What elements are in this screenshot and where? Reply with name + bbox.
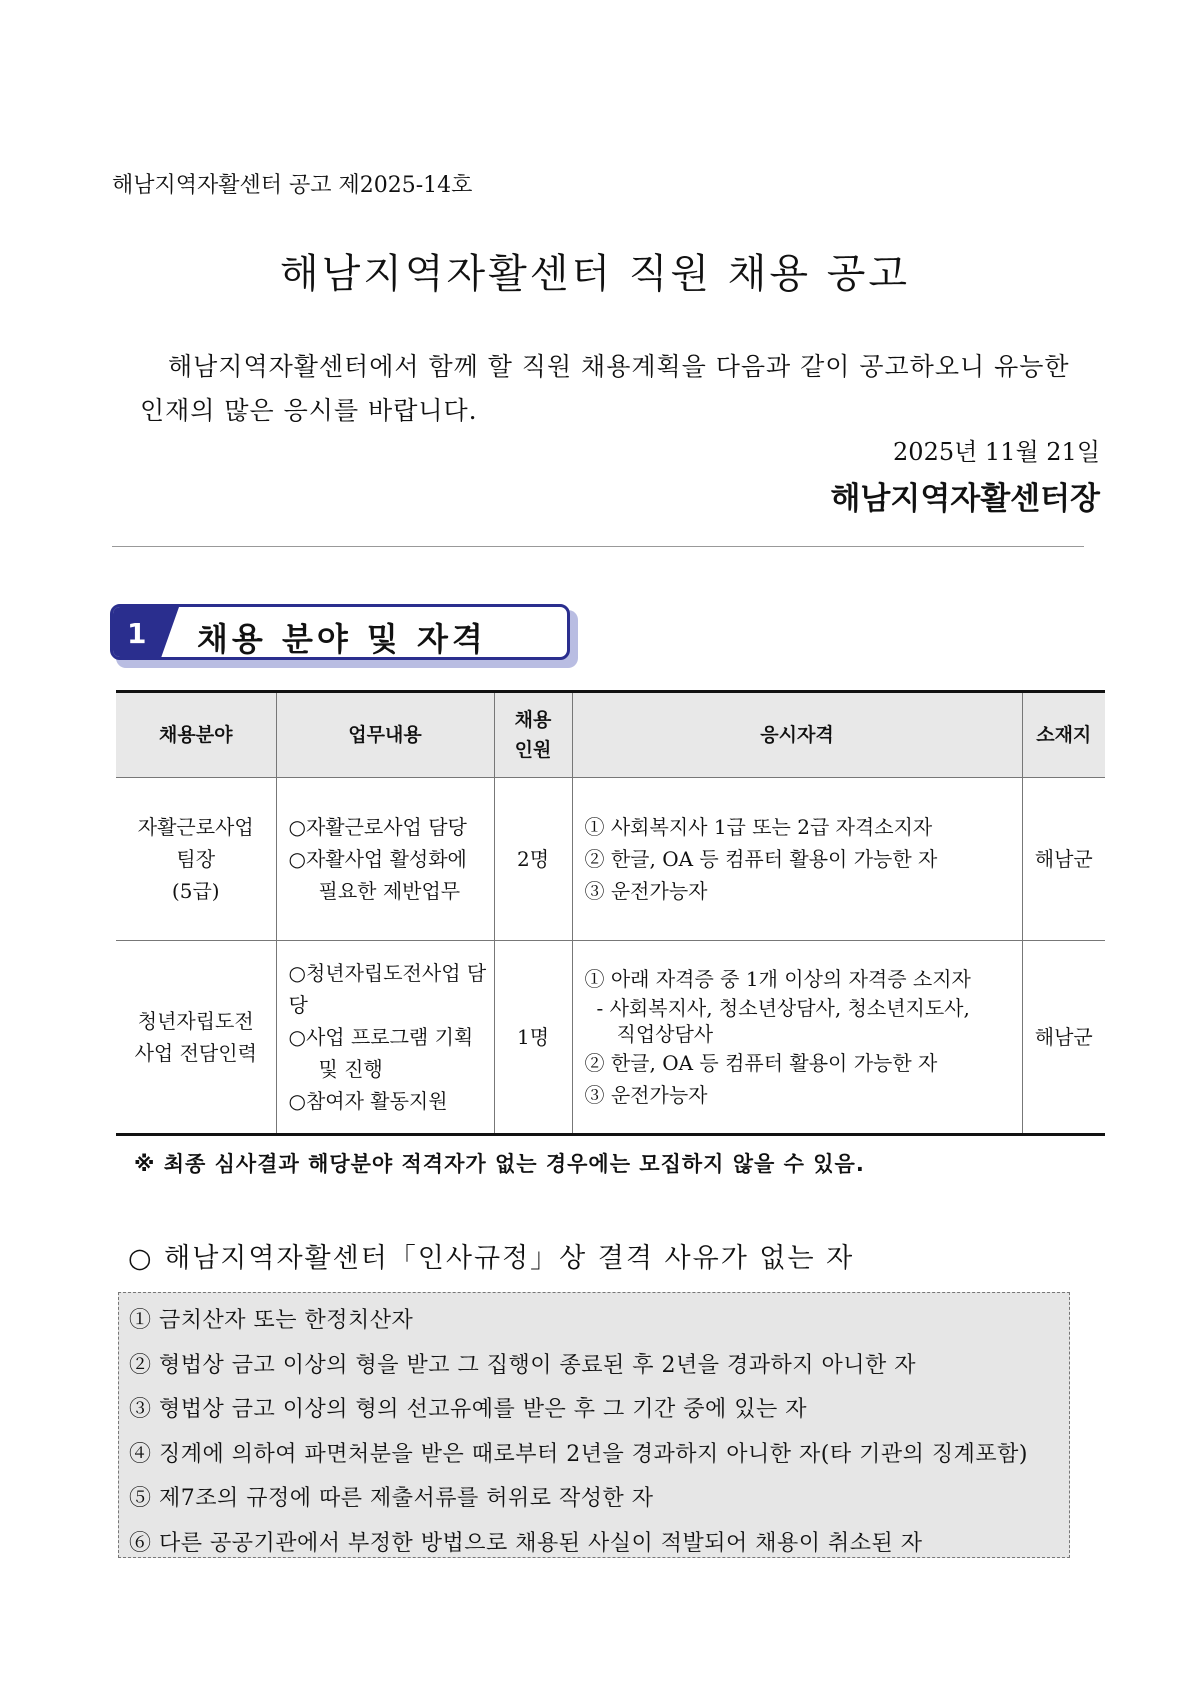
duty-item: ○참여자 활동지원 <box>288 1089 448 1113</box>
list-item: ④ 징계에 의하여 파면처분을 받은 때로부터 2년을 경과하지 아니한 자(타 기관의 징계포함) <box>129 1441 1028 1467</box>
qualification-item: ② 한글, OA 등 컴퓨터 활용이 가능한 자 <box>584 1051 938 1075</box>
headcount-cell: 1명 <box>494 941 572 1135</box>
disqualification-list <box>118 1292 1070 1558</box>
list-item: ③ 형법상 금고 이상의 형의 선고유예를 받은 후 그 기간 중에 있는 자 <box>129 1397 807 1422</box>
duties-cell <box>276 778 494 941</box>
qualifications-cell <box>572 778 1022 941</box>
list-item: ② 형법상 금고 이상의 형을 받고 그 집행이 종료된 후 2년을 경과하지 아니한 자 <box>129 1352 916 1378</box>
header-headcount-line2: 인원 <box>514 739 552 761</box>
location-cell: 해남군 <box>1022 941 1105 1135</box>
header-field: 채용분야 <box>116 692 276 778</box>
qualification-item: ① 사회복지사 1급 또는 2급 자격소지자 <box>584 815 933 839</box>
table-header-row <box>116 692 1105 778</box>
duty-item: ○자활사업 활성화에 <box>288 847 467 871</box>
qualification-item: ② 한글, OA 등 컴퓨터 활용이 가능한 자 <box>584 847 938 871</box>
field-text: 청년자립도전 <box>137 1009 254 1033</box>
recruitment-table <box>116 690 1105 1136</box>
list-item: ⑥ 다른 공공기관에서 부정한 방법으로 채용된 사실이 적발되어 채용이 취소된 자 <box>129 1530 923 1556</box>
section-title: 채용 분야 및 자격 <box>197 620 487 658</box>
page-title: 해남지역자활센터 직원 채용 공고 <box>279 251 911 297</box>
list-item: ⑤ 제7조의 규정에 따른 제출서류를 허위로 작성한 자 <box>129 1486 654 1511</box>
disqualification-heading: ○ 해남지역자활센터「인사규정」상 결격 사유가 없는 자 <box>128 1243 855 1274</box>
header-qualifications: 응시자격 <box>572 692 1022 778</box>
duty-item: 필요한 제반업무 <box>318 879 461 903</box>
section-header-box <box>110 604 570 660</box>
intro-line-2: 인재의 많은 응시를 바랍니다. <box>140 396 478 425</box>
duty-item: ○자활근로사업 담당 <box>288 815 467 839</box>
table-note: ※ 최종 심사결과 해당분야 적격자가 없는 경우에는 모집하지 않을 수 있음. <box>134 1152 865 1176</box>
qualification-subitem: 직업상담사 <box>616 1022 714 1046</box>
qualification-subitem: - 사회복지사, 청소년상담사, 청소년지도사, <box>596 996 970 1020</box>
field-text: 사업 전담인력 <box>134 1041 257 1065</box>
location-cell: 해남군 <box>1022 778 1105 941</box>
field-text: 자활근로사업 <box>137 815 254 839</box>
notice-date: 2025년 11월 21일 <box>893 438 1100 466</box>
qualification-item: ③ 운전가능자 <box>584 1083 708 1107</box>
qualification-item: ③ 운전가능자 <box>584 879 708 903</box>
qualification-item: ① 아래 자격증 중 1개 이상의 자격증 소지자 <box>584 967 971 991</box>
table-row <box>116 941 1105 1135</box>
duties-cell <box>276 941 494 1135</box>
header-duties: 업무내용 <box>276 692 494 778</box>
field-text: (5급) <box>171 879 220 903</box>
intro-line-1: 해남지역자활센터에서 함께 할 직원 채용계획을 다음과 같이 공고하오니 유능한 <box>168 352 1070 381</box>
duty-item: 및 진행 <box>318 1057 383 1081</box>
list-item: ① 금치산자 또는 한정치산자 <box>129 1308 414 1333</box>
field-text: 팀장 <box>176 847 216 871</box>
notice-number: 해남지역자활센터 공고 제2025-14호 <box>112 173 473 198</box>
section-number: 1 <box>127 617 147 650</box>
qualifications-cell <box>572 941 1022 1135</box>
header-headcount <box>494 692 572 778</box>
duty-item: ○청년자립도전사업 담당 <box>288 961 487 1017</box>
duty-item: ○사업 프로그램 기획 <box>288 1025 474 1049</box>
section-1-header <box>110 604 578 664</box>
header-location: 소재지 <box>1022 692 1105 778</box>
field-cell <box>116 778 276 941</box>
intro-paragraph <box>140 345 1100 433</box>
field-cell <box>116 941 276 1135</box>
header-headcount-line1: 채용 <box>514 709 552 731</box>
headcount-cell: 2명 <box>494 778 572 941</box>
divider <box>112 546 1084 547</box>
table-row <box>116 778 1105 941</box>
signer: 해남지역자활센터장 <box>830 481 1100 517</box>
